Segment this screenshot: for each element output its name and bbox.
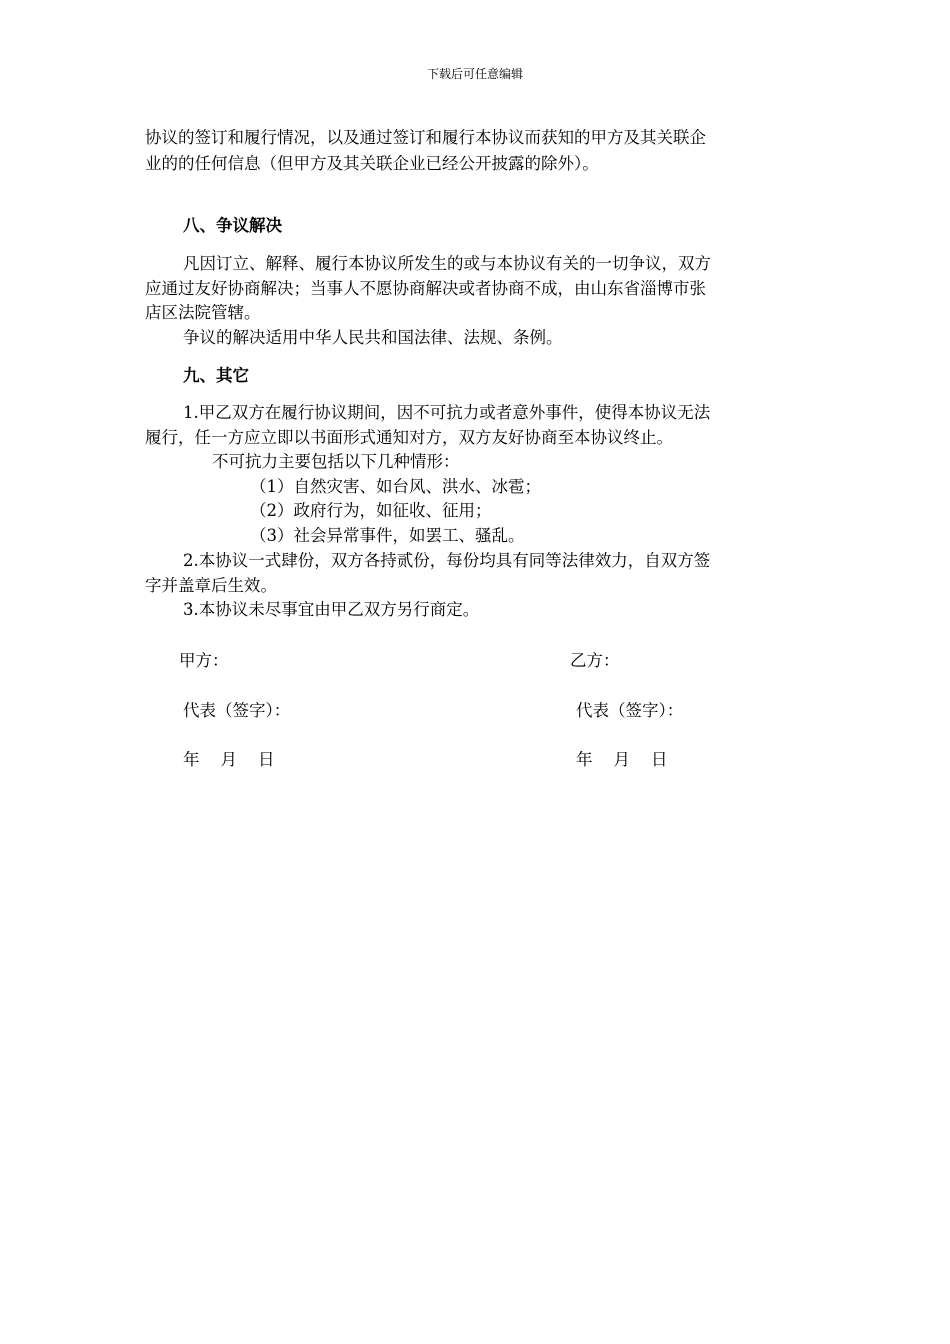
intro-line-2: 业的的任何信息（但甲方及其关联企业已经公开披露的除外）。 <box>145 154 599 173</box>
page-header: 下载后可任意编辑 <box>426 67 523 81</box>
section-8-title: 八、争议解决 <box>183 216 282 235</box>
party-a-date: 年 月 日 <box>183 750 275 769</box>
section-8-p2: 争议的解决适用中华人民共和国法律、法规、条例。 <box>183 328 563 347</box>
force-majeure-item: （2）政府行为，如征收、征用； <box>250 501 492 520</box>
section-9-item-3: 3.本协议未尽事宜由甲乙双方另行商定。 <box>183 600 480 619</box>
section-8-p1-line-3: 店区法院管辖。 <box>145 303 261 322</box>
party-a-representative: 代表（签字）： <box>183 701 291 720</box>
section-8-p1-line-2: 应通过友好协商解决；当事人不愿协商解决或者协商不成，由山东省淄博市张 <box>145 279 706 298</box>
party-b-date: 年 月 日 <box>576 750 668 769</box>
section-9-title: 九、其它 <box>183 366 249 385</box>
party-b-representative: 代表（签字）： <box>576 701 684 720</box>
party-b-label: 乙方： <box>570 651 620 670</box>
intro-line-1: 协议的签订和履行情况，以及通过签订和履行本协议而获知的甲方及其关联企 <box>145 128 706 147</box>
force-majeure-item: （3）社会异常事件，如罢工、骚乱。 <box>250 526 525 545</box>
section-9-item-1-line-2: 履行，任一方应立即以书面形式通知对方，双方友好协商至本协议终止。 <box>145 428 673 447</box>
section-8-p1-line-1: 凡因订立、解释、履行本协议所发生的或与本协议有关的一切争议，双方 <box>183 254 711 273</box>
party-a-label: 甲方： <box>179 651 229 670</box>
force-majeure-intro: 不可抗力主要包括以下几种情形： <box>212 452 460 471</box>
force-majeure-item: （1）自然灾害、如台风、洪水、冰雹； <box>250 477 541 496</box>
section-9-item-2-line-2: 字并盖章后生效。 <box>145 576 277 595</box>
section-9-item-2-line-1: 2.本协议一式肆份，双方各持贰份，每份均具有同等法律效力，自双方签 <box>183 551 711 570</box>
section-9-item-1-line-1: 1.甲乙双方在履行协议期间，因不可抗力或者意外事件，使得本协议无法 <box>183 403 711 422</box>
